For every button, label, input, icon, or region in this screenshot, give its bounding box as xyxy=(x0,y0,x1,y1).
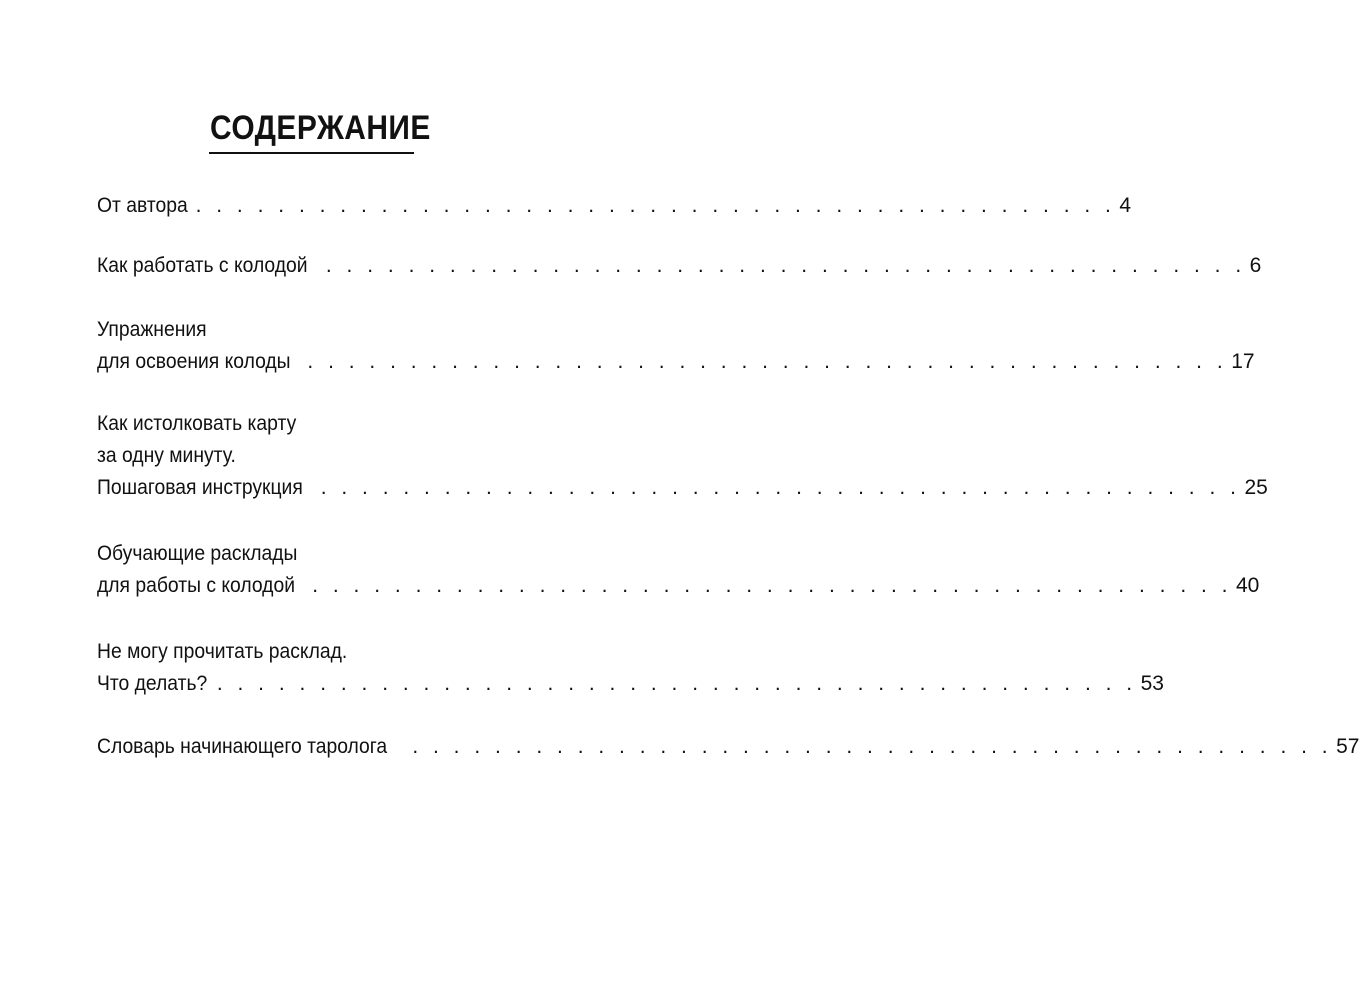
contents-heading: СОДЕРЖАНИЕ xyxy=(210,109,431,147)
toc-entry-title: Словарь начинающего таролога xyxy=(97,735,388,758)
toc-entry-line xyxy=(97,250,1262,282)
toc-entry-author xyxy=(97,190,1132,222)
toc-page-number: 6 xyxy=(1249,254,1262,277)
toc-entry-title-line: Упражнения xyxy=(97,318,207,341)
leader-dots: . . . . . . . . . . . . . . . . . . . . . . . . . . . . . . . . . . . . . . . . . . . . . xyxy=(216,672,1137,695)
leader-dots: . . . . . . . . . . . . . . . . . . . . . . . . . . . . . . . . . . . . . . . . . . . . . xyxy=(307,350,1228,373)
toc-entry-line xyxy=(97,346,1255,378)
toc-entry-title: Что делать? xyxy=(97,672,208,695)
toc-page-number: 25 xyxy=(1244,476,1268,499)
toc-entry-line xyxy=(97,668,1164,700)
leader-dots: . . . . . . . . . . . . . . . . . . . . . . . . . . . . . . . . . . . . . . . . . . . . . xyxy=(195,194,1116,217)
toc-entry-title-line: Обучающие расклады xyxy=(97,542,298,565)
toc-page-number: 53 xyxy=(1140,672,1164,695)
heading-container xyxy=(0,108,641,148)
toc-entry-line xyxy=(97,570,1260,602)
toc-entry-dictionary xyxy=(97,731,1359,763)
toc-entry-title-line: Как истолковать карту xyxy=(97,412,297,435)
toc-entry-title: Как работать с колодой xyxy=(97,254,308,277)
toc-entry-exercises xyxy=(97,314,1255,378)
toc-entry-line xyxy=(97,472,1268,504)
toc-entry-spreads xyxy=(97,538,1260,602)
leader-dots: . . . . . . . . . . . . . . . . . . . . . . . . . . . . . . . . . . . . . . . . . . . . . xyxy=(325,254,1246,277)
toc-entry-title: Пошаговая инструкция xyxy=(97,476,303,499)
toc-entry-title-line: Не могу прочитать расклад. xyxy=(97,640,348,663)
toc-entry-title: для освоения колоды xyxy=(97,350,291,373)
toc-entry-line xyxy=(97,190,1132,222)
toc-entry-line xyxy=(97,731,1359,763)
heading-underline xyxy=(209,152,414,154)
toc-page-number: 17 xyxy=(1231,350,1255,373)
toc-entry-deck xyxy=(97,250,1262,282)
toc-entry-title: для работы с колодой xyxy=(97,574,296,597)
leader-dots: . . . . . . . . . . . . . . . . . . . . . . . . . . . . . . . . . . . . . . . . . . . . . xyxy=(320,476,1241,499)
toc-entry-title: От автора xyxy=(97,194,188,217)
toc-entry-cant-read xyxy=(97,636,1164,700)
toc-entry-title-line: за одну минуту. xyxy=(97,444,236,467)
leader-dots: . . . . . . . . . . . . . . . . . . . . . . . . . . . . . . . . . . . . . . . . . . . . . xyxy=(412,735,1333,758)
toc-page-number: 40 xyxy=(1236,574,1260,597)
leader-dots: . . . . . . . . . . . . . . . . . . . . . . . . . . . . . . . . . . . . . . . . . . . . . xyxy=(312,574,1232,597)
toc-page-number: 4 xyxy=(1119,194,1132,217)
toc-page-number: 57 xyxy=(1336,735,1359,758)
toc-entry-interpret xyxy=(97,408,1268,504)
